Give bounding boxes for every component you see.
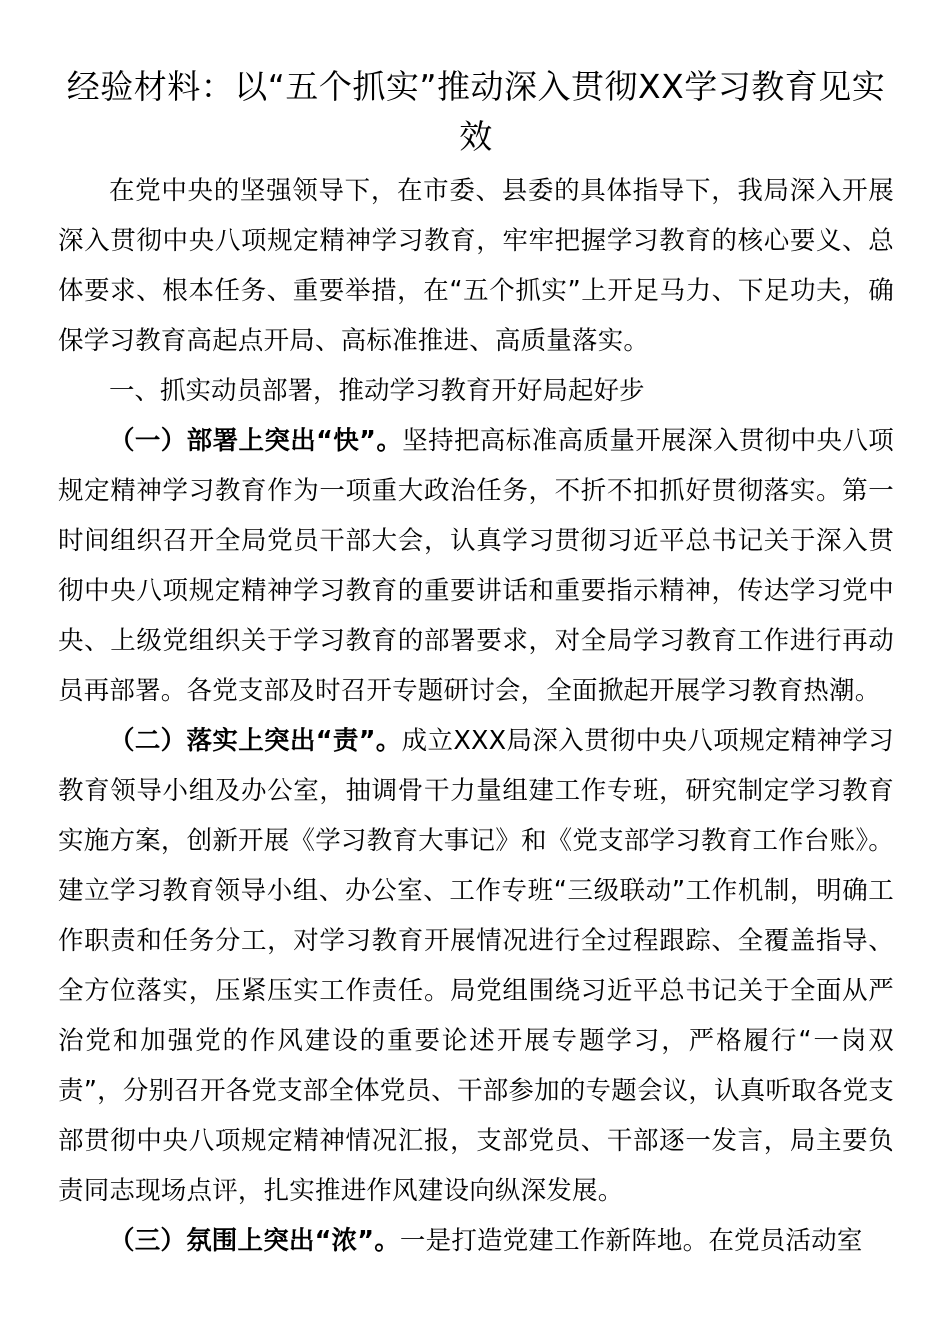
item-heading: （三）氛围上突出“浓”。 xyxy=(109,1226,400,1256)
item-heading: （二）落实上突出“责”。 xyxy=(109,726,402,756)
item-body: 一是打造党建工作新阵地。在党员活动室 xyxy=(399,1226,863,1256)
section-item-3 xyxy=(58,1216,894,1266)
section-item-1 xyxy=(58,416,894,716)
item-body: 成立XXX局深入贯彻中央八项规定精神学习教育领导小组及办公室，抽调骨干力量组建工作专班，研究制定学习教育实施方案，创新开展《学习教育大事记》和《党支部学习教育工作台账》。建立学习教育领导小组、办公室、工作专班“三级联动”工作机制，明确工作职责和任务分工，对学习教育开展情况进行全过程跟踪、全覆盖指导、全方位落实，压紧压实工作责任。局党组围绕习近平总书记关于全面从严治党和加强党的作风建设的重要论述开展专题学习，严格履行“一岗双责”，分别召开各党支部全体党员、干部参加的专题会议，认真听取各党支部贯彻中央八项规定精神情况汇报，支部党员、干部逐一发言，局主要负责同志现场点评，扎实推进作风建设向纵深发展。 xyxy=(58,726,894,1206)
section-item-2 xyxy=(58,716,894,1216)
document-title: 经验材料：以“五个抓实”推动深入贯彻XX学习教育见实效 xyxy=(66,67,886,156)
item-heading: （一）部署上突出“快”。 xyxy=(109,426,403,456)
section-heading: 一、抓实动员部署，推动学习教育开好局起好步 xyxy=(109,376,645,406)
intro-paragraph: 在党中央的坚强领导下，在市委、县委的具体指导下，我局深入开展深入贯彻中央八项规定精神学习教育，牢牢把握学习教育的核心要义、总体要求、根本任务、重要举措，在“五个抓实”上开足马力、下足功夫，确保学习教育高起点开局、高标准推进、高质量落实。 xyxy=(58,176,894,356)
item-body: 坚持把高标准高质量开展深入贯彻中央八项规定精神学习教育作为一项重大政治任务，不折不扣抓好贯彻落实。第一时间组织召开全局党员干部大会，认真学习贯彻习近平总书记关于深入贯彻中央八项规定精神学习教育的重要讲话和重要指示精神，传达学习党中央、上级党组织关于学习教育的部署要求，对全局学习教育工作进行再动员再部署。各党支部及时召开专题研讨会，全面掀起开展学习教育热潮。 xyxy=(58,426,894,706)
